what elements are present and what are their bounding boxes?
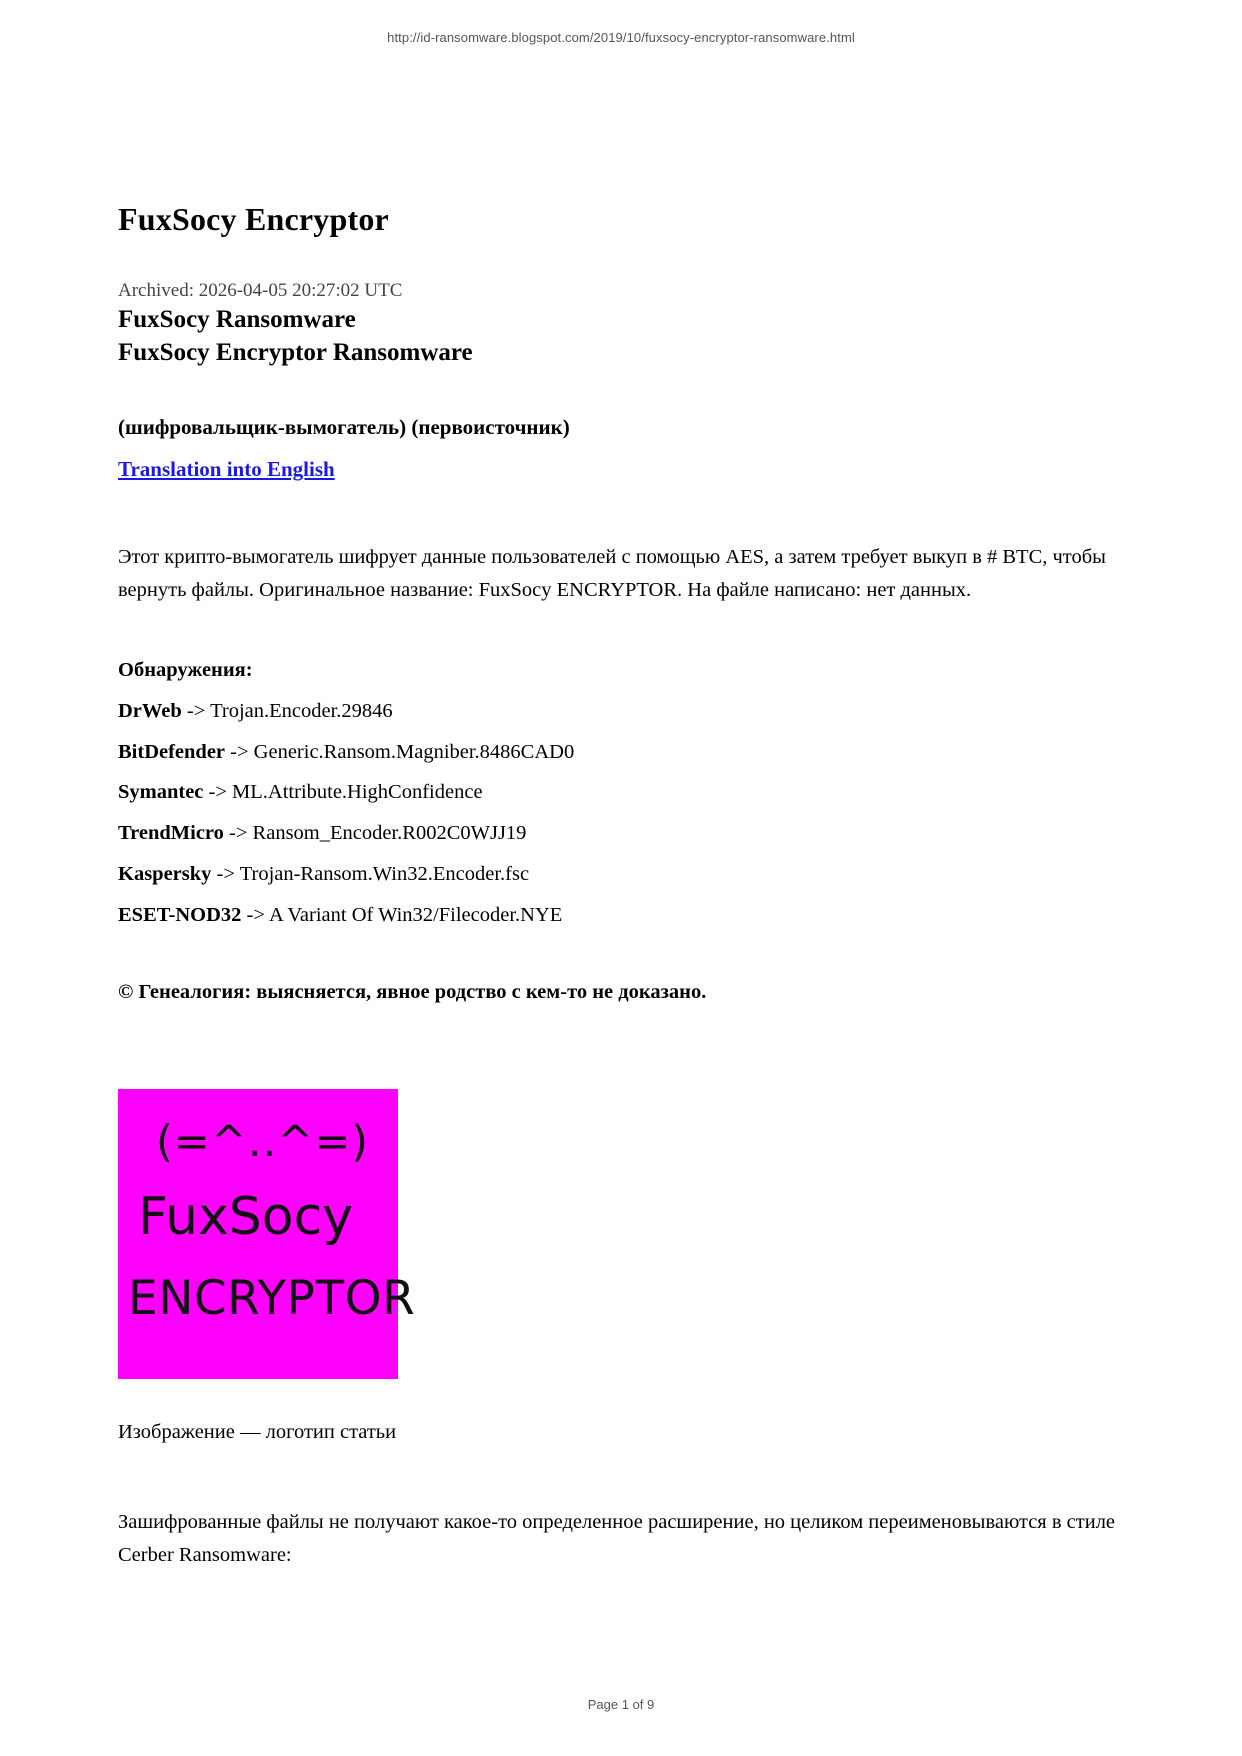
detection-row [118, 818, 1118, 850]
page-footer: Page 1 of 9 [587, 1697, 655, 1712]
detection-row [118, 859, 1118, 891]
article-logo-image [118, 1089, 416, 1379]
detection-vendor: BitDefender [118, 740, 226, 763]
image-caption: Изображение — логотип статьи [118, 1421, 397, 1444]
document-content [118, 200, 1118, 1593]
detection-vendor: TrendMicro [118, 822, 224, 845]
logo-name-text: FuxSocy [138, 1187, 353, 1248]
detection-result: A Variant Of Win32/Filecoder.NYE [268, 903, 563, 926]
detection-result: Trojan-Ransom.Win32.Encoder.fsc [239, 863, 530, 885]
detection-arrow: -> [223, 822, 253, 845]
detection-vendor: Kaspersky [118, 863, 212, 885]
detections-heading: Обнаружения: [118, 659, 253, 682]
logo-ascii-face: (=^..^=) [156, 1117, 370, 1168]
detection-result: Generic.Ransom.Magniber.8486CAD0 [253, 740, 575, 763]
logo-subtitle-text: ENCRYPTOR [128, 1271, 416, 1327]
intro-paragraph: Этот крипто-вымогатель шифрует данные пользователей с помощью AES, а затем требует выкуп в # BTC, чтобы вернуть файлы. Оригинальное название: FuxSocy ENCRYPTOR. На файле написано: нет данных. [118, 545, 1106, 601]
genealogy-note: © Генеалогия: выясняется, явное родство с кем-то не доказано. [118, 980, 707, 1003]
detection-row [118, 696, 1118, 728]
subtitle-russian: (шифровальщик-вымогатель) (первоисточник) [118, 415, 570, 440]
detection-vendor: Symantec [118, 781, 204, 804]
detection-result: Ransom_Encoder.R002C0WJJ19 [252, 822, 527, 845]
detection-vendor: DrWeb [118, 699, 182, 722]
archived-timestamp: Archived: 2026-04-05 20:27:02 UTC [118, 280, 403, 302]
detection-result: ML.Attribute.HighConfidence [232, 781, 483, 804]
detection-arrow: -> [181, 699, 211, 722]
body-paragraph-2: Зашифрованные файлы не получают какое-то определенное расширение, но целиком переименовываются в стиле Cerber Ransomware: [118, 1511, 1116, 1567]
detection-arrow: -> [241, 903, 269, 926]
detection-vendor: ESET-NOD32 [118, 903, 242, 926]
section-heading-encryptor-ransomware: FuxSocy Encryptor Ransomware [118, 338, 473, 366]
detection-result: Trojan.Encoder.29846 [210, 699, 393, 722]
detection-row [118, 900, 1118, 932]
detection-row [118, 777, 1118, 809]
source-url: http://id-ransomware.blogspot.com/2019/10/fuxsocy-encryptor-ransomware.html [387, 30, 855, 45]
detection-arrow: -> [211, 863, 240, 885]
detection-arrow: -> [225, 740, 254, 763]
detection-row [118, 737, 1118, 769]
page-title: FuxSocy Encryptor [118, 201, 389, 237]
translation-into-english-link[interactable]: Translation into English [118, 457, 335, 482]
detection-arrow: -> [203, 781, 233, 804]
section-heading-ransomware: FuxSocy Ransomware [118, 306, 356, 334]
